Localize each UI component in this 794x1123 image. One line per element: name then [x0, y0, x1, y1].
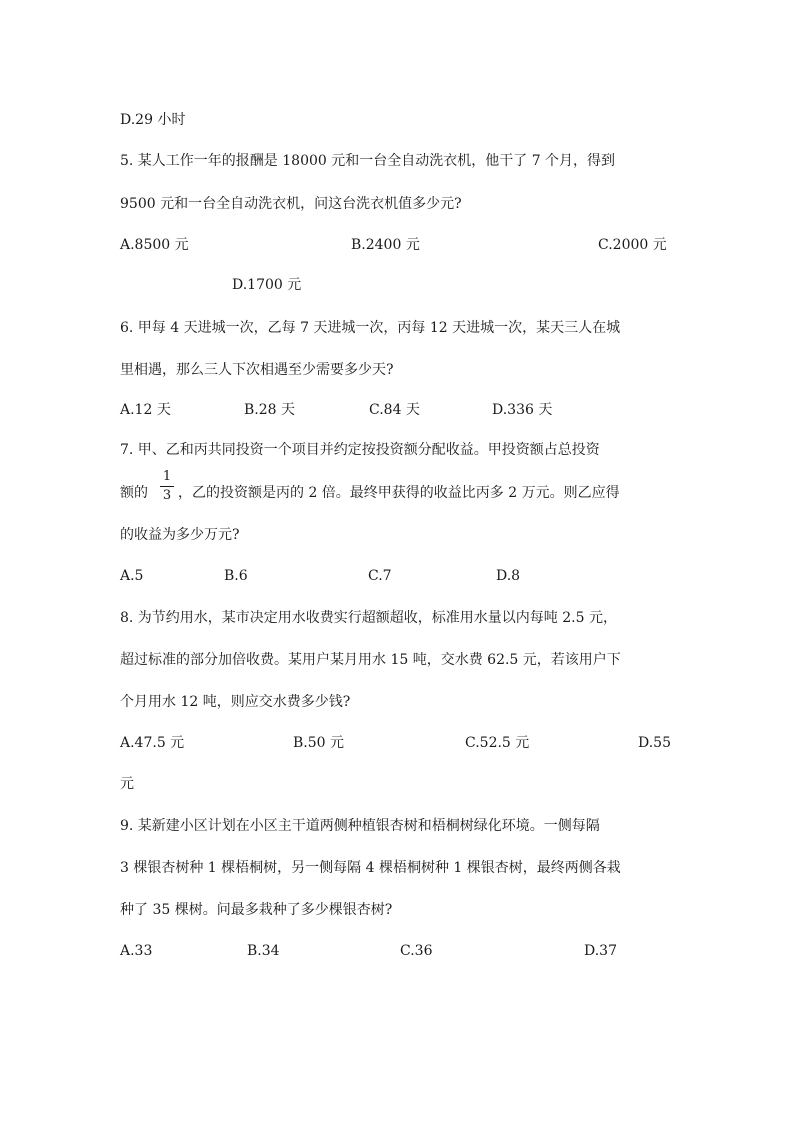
q9-option-b: B.34: [247, 943, 280, 959]
q8-option-a: A.47.5 元: [120, 735, 185, 751]
q7-text-line-2a: 额的: [120, 485, 148, 501]
q6-text-line-1: 6. 甲每 4 天进城一次，乙每 7 天进城一次，丙每 12 天进城一次，某天三人在城: [120, 320, 621, 336]
q8-text-line-2: 超过标准的部分加倍收费。某用户某月用水 15 吨，交水费 62.5 元，若该用户下: [120, 652, 621, 668]
q6-option-b: B.28 天: [244, 402, 296, 418]
q9-text-line-3: 种了 35 棵树。问最多栽种了多少棵银杏树?: [120, 902, 393, 918]
q7-option-b: B.6: [224, 568, 248, 584]
q8-text-line-3: 个月用水 12 吨，则应交水费多少钱?: [120, 694, 351, 710]
q9-option-a: A.33: [120, 943, 153, 959]
q9-option-c: C.36: [400, 943, 433, 959]
q5-text-line-2: 9500 元和一台全自动洗衣机，问这台洗衣机值多少元?: [120, 196, 462, 212]
q6-text-line-2: 里相遇，那么三人下次相遇至少需要多少天?: [120, 362, 394, 378]
q8-option-d-unit: 元: [120, 776, 134, 792]
q7-option-d: D.8: [496, 568, 521, 584]
q5-option-b: B.2400 元: [351, 237, 420, 253]
fraction-numerator: 1: [162, 469, 172, 484]
q8-option-c: C.52.5 元: [465, 735, 530, 751]
fraction-one-third: [160, 470, 174, 504]
q5-option-d: D.1700 元: [232, 277, 302, 293]
q9-text-line-1: 9. 某新建小区计划在小区主干道两侧种植银杏树和梧桐树绿化环境。一侧每隔: [120, 818, 600, 834]
fraction-denominator: 3: [162, 488, 172, 503]
q5-option-a: A.8500 元: [120, 237, 189, 253]
q7-text-line-2b: ，乙的投资额是丙的 2 倍。最终甲获得的收益比丙多 2 万元。则乙应得: [178, 485, 620, 501]
q7-option-c: C.7: [368, 568, 392, 584]
q5-text-line-1: 5. 某人工作一年的报酬是 18000 元和一台全自动洗衣机，他干了 7 个月，得到: [120, 153, 616, 169]
q8-option-d: D.55: [638, 735, 671, 751]
fraction-bar: [160, 486, 174, 487]
q6-option-d: D.336 天: [492, 402, 553, 418]
q6-option-c: C.84 天: [369, 402, 420, 418]
q7-text-line-1: 7. 甲、乙和丙共同投资一个项目并约定按投资额分配收益。甲投资额占总投资: [120, 442, 600, 458]
q7-text-line-3: 的收益为多少万元?: [120, 527, 240, 543]
q4-option-d: D.29 小时: [120, 112, 186, 128]
q7-option-a: A.5: [120, 568, 144, 584]
q9-option-d: D.37: [584, 943, 617, 959]
q8-option-b: B.50 元: [293, 735, 345, 751]
q5-option-c: C.2000 元: [598, 237, 667, 253]
q9-text-line-2: 3 棵银杏树种 1 棵梧桐树，另一侧每隔 4 棵梧桐树种 1 棵银杏树，最终两侧各栽: [120, 860, 621, 876]
q6-option-a: A.12 天: [120, 402, 171, 418]
q8-text-line-1: 8. 为节约用水，某市决定用水收费实行超额超收，标准用水量以内每吨 2.5 元，: [120, 610, 617, 626]
